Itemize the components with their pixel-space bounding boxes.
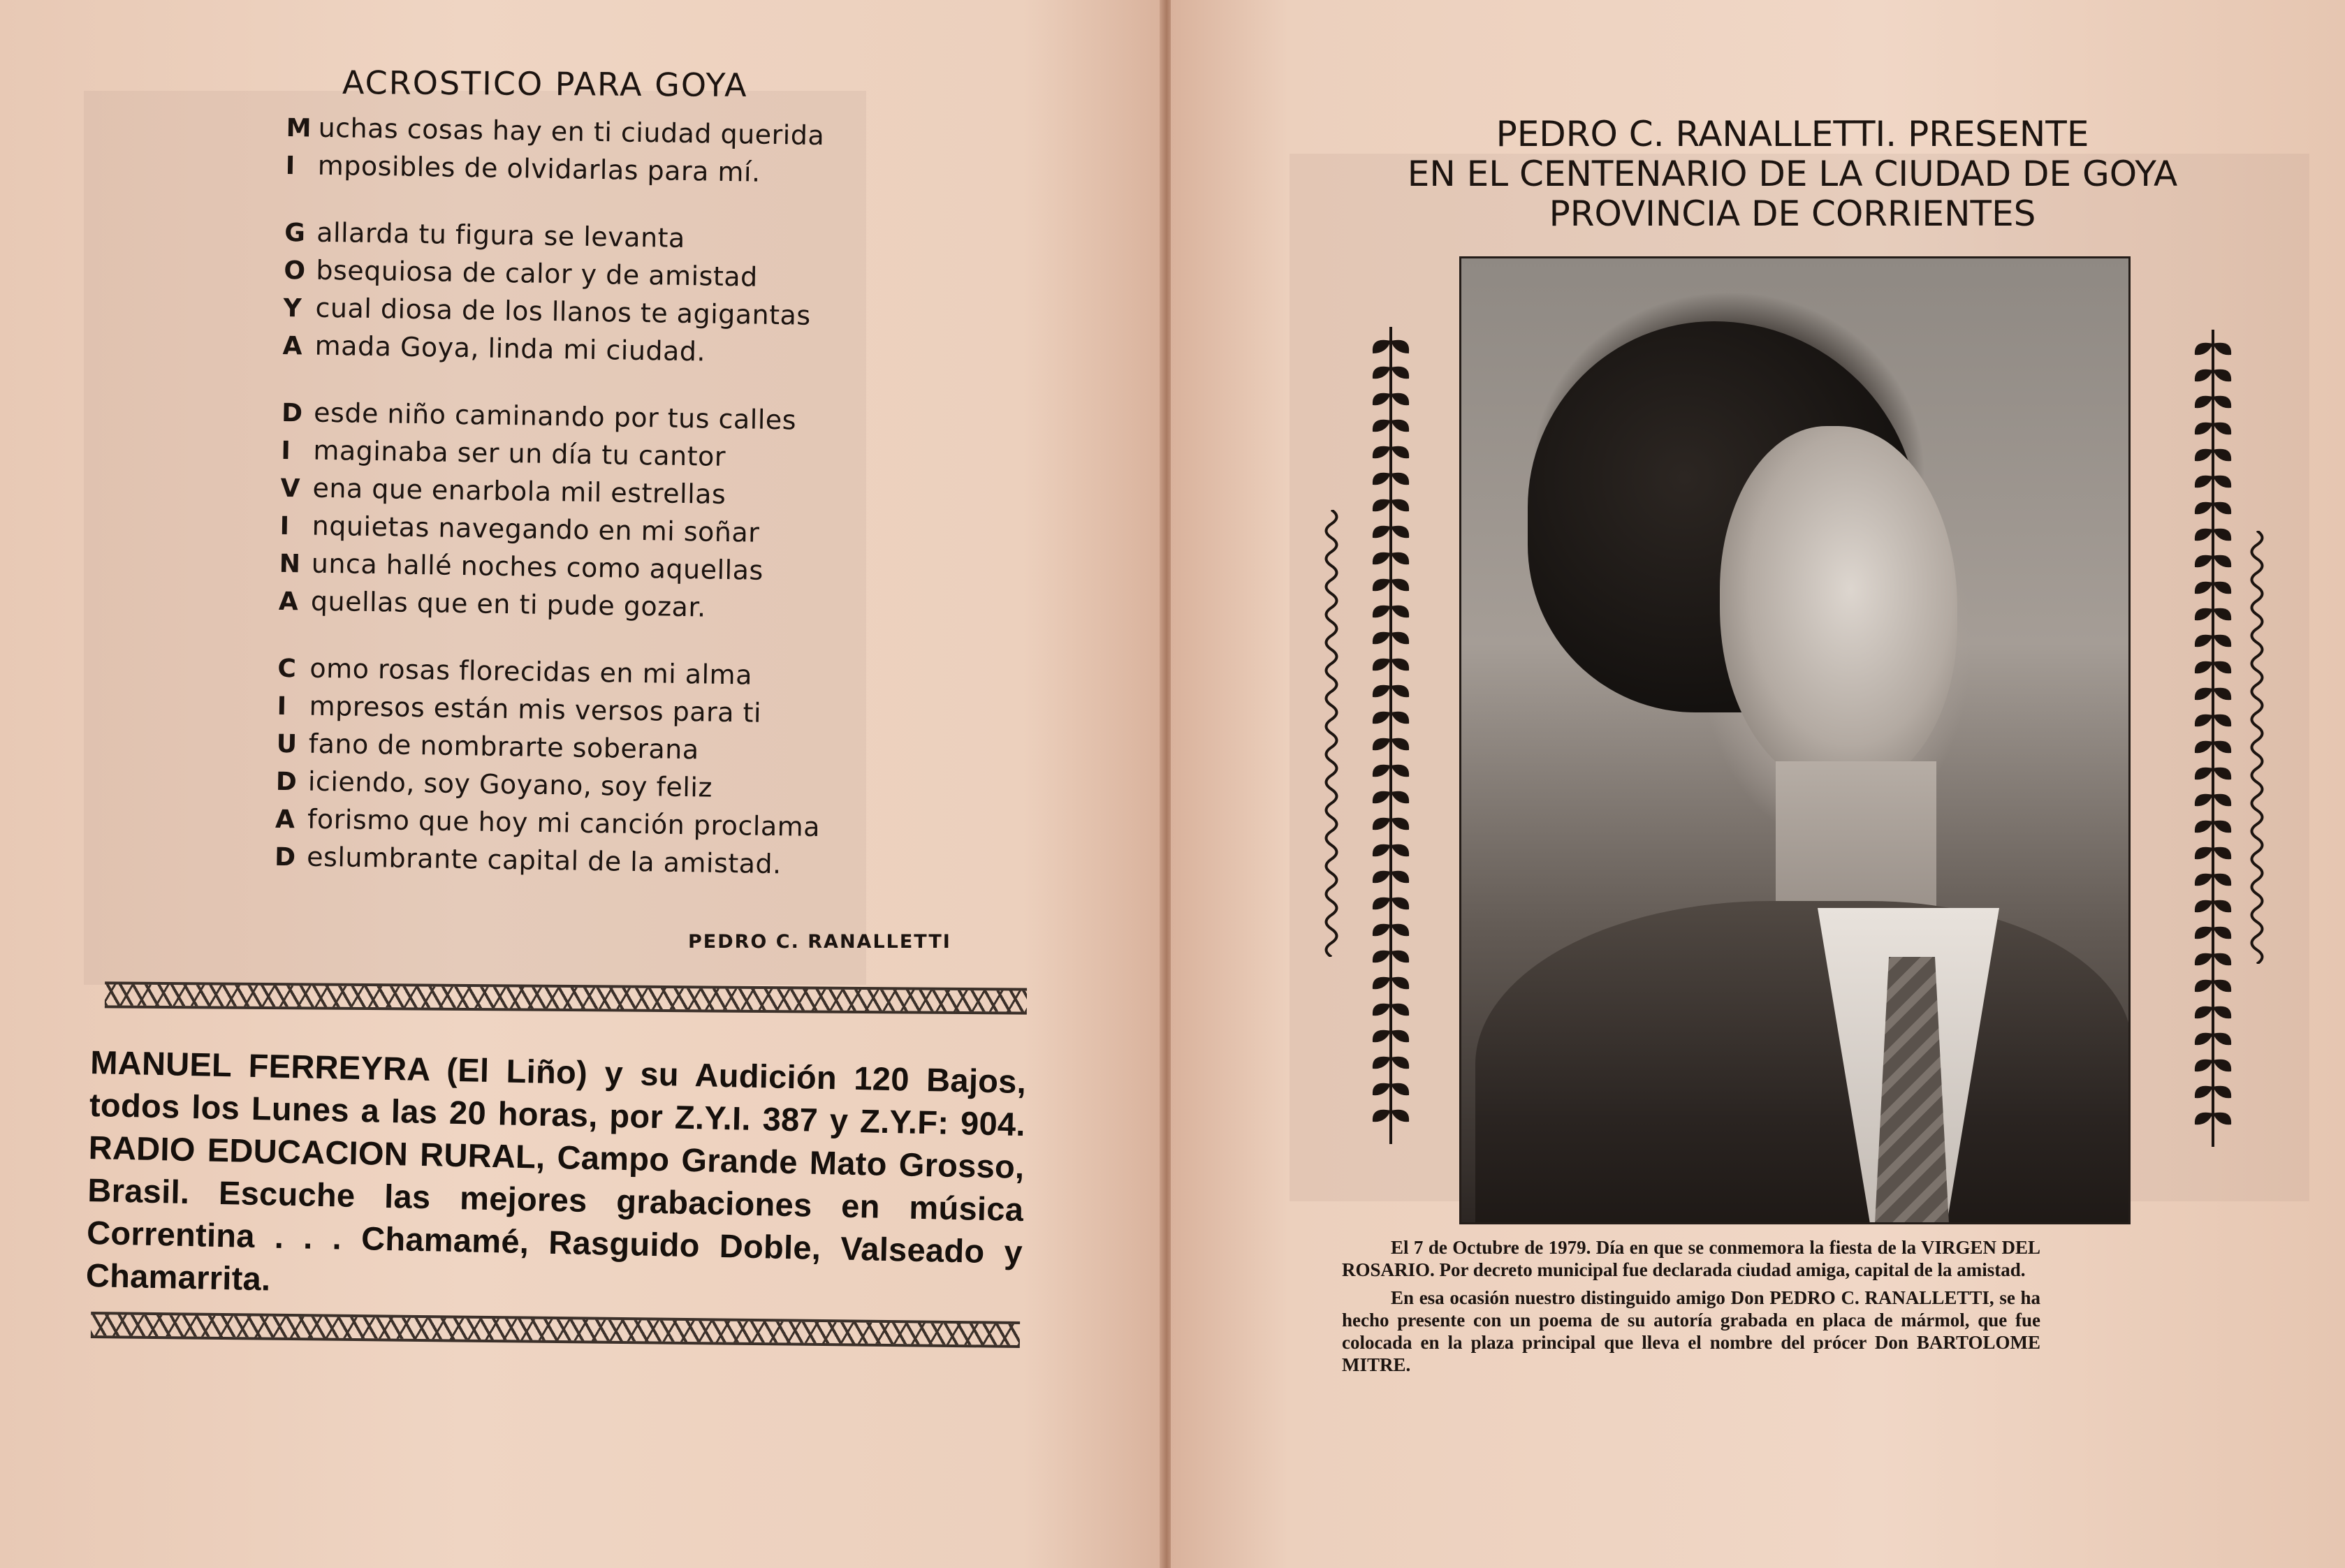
- laurel-leaf: [2195, 369, 2213, 381]
- laurel-leaf: [2195, 794, 2213, 806]
- poem-line-text: uchas cosas hay en ti ciudad querida: [318, 112, 825, 152]
- laurel-leaf: [1373, 367, 1391, 379]
- acrostic-initial: D: [274, 842, 296, 872]
- laurel-leaf: [2213, 529, 2231, 541]
- poem-line-text: eslumbrante capital de la amistad.: [306, 841, 782, 880]
- laurel-ornament-left: [1370, 327, 1412, 1144]
- laurel-leaf: [1391, 738, 1409, 750]
- laurel-leaf: [1391, 844, 1409, 856]
- heading-line-3: PROVINCIA DE CORRIENTES: [1549, 193, 2036, 234]
- poem-stanza: [285, 112, 859, 196]
- poem-line-text: nquietas navegando en mi soñar: [312, 510, 760, 548]
- laurel-leaf: [2213, 635, 2231, 647]
- heading-line-1: PEDRO C. RANALLETTI. PRESENTE: [1496, 114, 2089, 154]
- poem-line-text: allarda tu figura se levanta: [316, 217, 686, 254]
- laurel-leaf: [1373, 393, 1391, 405]
- acrostic-initial: I: [281, 436, 291, 466]
- laurel-leaf: [1373, 897, 1391, 909]
- laurel-leaf: [2213, 555, 2231, 567]
- laurel-leaf: [2195, 821, 2213, 833]
- laurel-leaf: [1373, 977, 1391, 989]
- laurel-leaf: [2195, 980, 2213, 992]
- photo-caption: [1342, 1236, 2040, 1382]
- laurel-leaf: [2195, 953, 2213, 965]
- laurel-leaf: [2195, 582, 2213, 594]
- poem-stanza: [279, 397, 855, 632]
- laurel-leaf: [1391, 685, 1409, 697]
- heading-line-2: EN EL CENTENARIO DE LA CIUDAD DE GOYA: [1407, 154, 2178, 194]
- laurel-leaf: [1373, 499, 1391, 511]
- laurel-leaf: [2213, 1060, 2231, 1071]
- laurel-leaf: [2213, 1113, 2231, 1124]
- left-page: [0, 0, 1162, 1568]
- acrostic-initial: U: [276, 729, 298, 759]
- laurel-leaf: [1391, 951, 1409, 962]
- laurel-leaf: [2213, 741, 2231, 753]
- wave-ornament-right: [2247, 531, 2267, 964]
- acrostic-initial: G: [284, 218, 306, 248]
- laurel-leaf: [1391, 526, 1409, 538]
- laurel-leaf: [2195, 476, 2213, 488]
- laurel-leaf: [1373, 659, 1391, 671]
- laurel-leaf: [1373, 818, 1391, 830]
- laurel-leaf: [2213, 476, 2231, 488]
- portrait-face: [1720, 426, 1957, 789]
- acrostic-initial: A: [275, 805, 295, 835]
- laurel-leaf: [2195, 661, 2213, 673]
- acrostic-initial: I: [279, 511, 290, 541]
- laurel-leaf: [1391, 420, 1409, 432]
- ornamental-border-bottom: [91, 1312, 1020, 1348]
- laurel-leaf: [2213, 821, 2231, 833]
- ornamental-border-top: [105, 981, 1027, 1014]
- laurel-leaf: [1373, 579, 1391, 591]
- laurel-leaf: [2213, 927, 2231, 939]
- laurel-leaf: [2213, 608, 2231, 620]
- laurel-leaf: [2195, 900, 2213, 912]
- laurel-leaf: [1391, 552, 1409, 564]
- laurel-leaf: [1373, 632, 1391, 644]
- laurel-leaf: [2195, 1113, 2213, 1124]
- acrostic-initial: Y: [283, 293, 302, 323]
- laurel-leaf: [2195, 343, 2213, 355]
- laurel-leaf: [1391, 393, 1409, 405]
- wave-ornament-left: [1321, 510, 1342, 957]
- poem-signature: PEDRO C. RANALLETTI: [688, 931, 951, 953]
- laurel-leaf: [2213, 1086, 2231, 1098]
- laurel-leaf: [2195, 1033, 2213, 1045]
- laurel-leaf: [1391, 1030, 1409, 1042]
- portrait-photo: [1459, 256, 2131, 1224]
- laurel-leaf: [2195, 874, 2213, 886]
- laurel-leaf: [1373, 526, 1391, 538]
- laurel-leaf: [2213, 768, 2231, 779]
- laurel-leaf: [1373, 791, 1391, 803]
- laurel-leaf: [2213, 874, 2231, 886]
- laurel-leaf: [1373, 1057, 1391, 1069]
- laurel-leaf: [1373, 1083, 1391, 1095]
- acrostic-initial: I: [277, 691, 287, 721]
- poem-line-text: fano de nombrarte soberana: [308, 728, 699, 765]
- laurel-leaf: [1391, 446, 1409, 458]
- poem-line-text: quellas que en ti pude gozar.: [310, 585, 706, 623]
- laurel-leaf: [2195, 1006, 2213, 1018]
- laurel-leaf: [2195, 449, 2213, 461]
- laurel-leaf: [2195, 927, 2213, 939]
- laurel-leaf: [2213, 502, 2231, 514]
- laurel-leaf: [1391, 791, 1409, 803]
- laurel-leaf: [2213, 1006, 2231, 1018]
- laurel-leaf: [1391, 632, 1409, 644]
- acrostic-initial: D: [275, 767, 298, 797]
- poem-line-text: iciendo, soy Goyano, soy feliz: [307, 765, 713, 803]
- laurel-leaf: [2195, 529, 2213, 541]
- poem-line: [282, 330, 856, 376]
- laurel-leaf: [2213, 953, 2231, 965]
- acrostic-initial: D: [281, 398, 303, 428]
- laurel-leaf: [2213, 900, 2231, 912]
- laurel-leaf: [2213, 369, 2231, 381]
- laurel-leaf: [1391, 977, 1409, 989]
- laurel-leaf: [2213, 661, 2231, 673]
- laurel-leaf: [1373, 685, 1391, 697]
- laurel-leaf: [1391, 606, 1409, 617]
- laurel-leaf: [1373, 924, 1391, 936]
- laurel-leaf: [2213, 980, 2231, 992]
- laurel-leaf: [2213, 343, 2231, 355]
- poem-line-text: mada Goya, linda mi ciudad.: [314, 330, 706, 367]
- laurel-leaf: [1373, 712, 1391, 724]
- radio-advertisement: MANUEL FERREYRA (El Liño) y su Audición 120 Bajos, todos los Lunes a las 20 horas, por Z.Y.I. 387 y Z.Y.F: 904. RADIO EDUCACION RURAL, Campo Grande Mato Grosso, Brasil. Escuche las mejores grabaciones en música Correntina . . . Chamamé, Rasguido Doble, Valseado y Chamarrita.: [85, 1043, 1027, 1298]
- poem-line-text: bsequiosa de calor y de amistad: [316, 254, 759, 293]
- laurel-leaf: [1391, 473, 1409, 485]
- laurel-leaf: [1373, 1030, 1391, 1042]
- laurel-leaf: [1373, 844, 1391, 856]
- laurel-leaf: [1391, 818, 1409, 830]
- laurel-leaf: [1391, 367, 1409, 379]
- poem-title: ACROSTICO PARA GOYA: [342, 63, 748, 104]
- laurel-ornament-right: [2192, 330, 2234, 1147]
- laurel-leaf: [1391, 499, 1409, 511]
- laurel-leaf: [1391, 579, 1409, 591]
- acrostic-initial: C: [277, 654, 297, 684]
- laurel-leaf: [2213, 794, 2231, 806]
- laurel-leaf: [1391, 765, 1409, 777]
- laurel-leaf: [1373, 473, 1391, 485]
- laurel-leaf: [2195, 555, 2213, 567]
- laurel-leaf: [1391, 1057, 1409, 1069]
- laurel-leaf: [1373, 871, 1391, 883]
- poem-line-text: esde niño caminando por tus calles: [313, 397, 797, 436]
- laurel-leaf: [2213, 1033, 2231, 1045]
- laurel-leaf: [1391, 1083, 1409, 1095]
- laurel-leaf: [1391, 712, 1409, 724]
- poem-line-text: mpresos están mis versos para ti: [309, 690, 762, 728]
- poem-line: [275, 841, 848, 888]
- right-page: [1171, 0, 2345, 1568]
- poem-line: [285, 149, 859, 196]
- laurel-leaf: [2213, 396, 2231, 408]
- laurel-leaf: [2213, 449, 2231, 461]
- laurel-leaf: [2195, 502, 2213, 514]
- laurel-leaf: [1373, 606, 1391, 617]
- poem-stanza: [275, 652, 851, 888]
- laurel-leaf: [2195, 768, 2213, 779]
- laurel-leaf: [2213, 715, 2231, 726]
- poem-line-text: forismo que hoy mi canción proclama: [307, 803, 821, 843]
- acrostic-poem: [274, 112, 859, 917]
- laurel-leaf: [2195, 1060, 2213, 1071]
- laurel-leaf: [1391, 871, 1409, 883]
- acrostic-initial: I: [285, 151, 295, 181]
- poem-line-text: omo rosas florecidas en mi alma: [309, 652, 753, 691]
- laurel-leaf: [1373, 951, 1391, 962]
- laurel-leaf: [1391, 1110, 1409, 1122]
- laurel-leaf: [2195, 715, 2213, 726]
- laurel-leaf: [2213, 582, 2231, 594]
- poem-line-text: ena que enarbola mil estrellas: [312, 472, 726, 510]
- laurel-leaf: [1373, 552, 1391, 564]
- laurel-leaf: [1373, 738, 1391, 750]
- laurel-leaf: [2195, 608, 2213, 620]
- laurel-leaf: [2195, 635, 2213, 647]
- poem-line-text: cual diosa de los llanos te agigantas: [315, 292, 812, 331]
- laurel-leaf: [2213, 423, 2231, 434]
- laurel-leaf: [1373, 446, 1391, 458]
- laurel-leaf: [2195, 847, 2213, 859]
- laurel-leaf: [2195, 423, 2213, 434]
- portrait-suit: [1475, 901, 2131, 1224]
- laurel-leaf: [2213, 847, 2231, 859]
- laurel-leaf: [2213, 688, 2231, 700]
- poem-line-text: unca hallé noches como aquellas: [311, 548, 764, 586]
- caption-paragraph-2: En esa ocasión nuestro distinguido amigo Don PEDRO C. RANALLETTI, se ha hecho presente con un poema de su autoría grabada en placa de mármol, que fue colocada en la plaza principal que lleva el nombre del prócer Don BARTOLOME MITRE.: [1342, 1287, 2040, 1375]
- acrostic-initial: O: [284, 256, 306, 286]
- poem-line-text: maginaba ser un día tu cantor: [313, 434, 726, 472]
- acrostic-initial: M: [286, 113, 312, 143]
- laurel-leaf: [1391, 897, 1409, 909]
- caption-paragraph-1: El 7 de Octubre de 1979. Día en que se conmemora la fiesta de la VIRGEN DEL ROSARIO. Por decreto municipal fue declarada ciudad amiga, capital de la amistad.: [1342, 1237, 2040, 1280]
- poem-stanza: [282, 217, 857, 376]
- acrostic-initial: N: [279, 549, 301, 579]
- laurel-leaf: [2195, 688, 2213, 700]
- laurel-leaf: [1373, 420, 1391, 432]
- laurel-leaf: [1391, 1004, 1409, 1016]
- laurel-leaf: [2195, 741, 2213, 753]
- laurel-leaf: [1391, 659, 1409, 671]
- acrostic-initial: V: [280, 474, 300, 504]
- laurel-leaf: [1373, 765, 1391, 777]
- poem-line-text: mposibles de olvidarlas para mí.: [317, 149, 761, 188]
- laurel-leaf: [1391, 924, 1409, 936]
- laurel-leaf: [1373, 1004, 1391, 1016]
- acrostic-initial: A: [278, 587, 299, 617]
- acrostic-initial: A: [282, 331, 302, 361]
- poem-line: [279, 585, 852, 632]
- laurel-leaf: [2195, 1086, 2213, 1098]
- laurel-leaf: [2195, 396, 2213, 408]
- laurel-leaf: [1373, 1110, 1391, 1122]
